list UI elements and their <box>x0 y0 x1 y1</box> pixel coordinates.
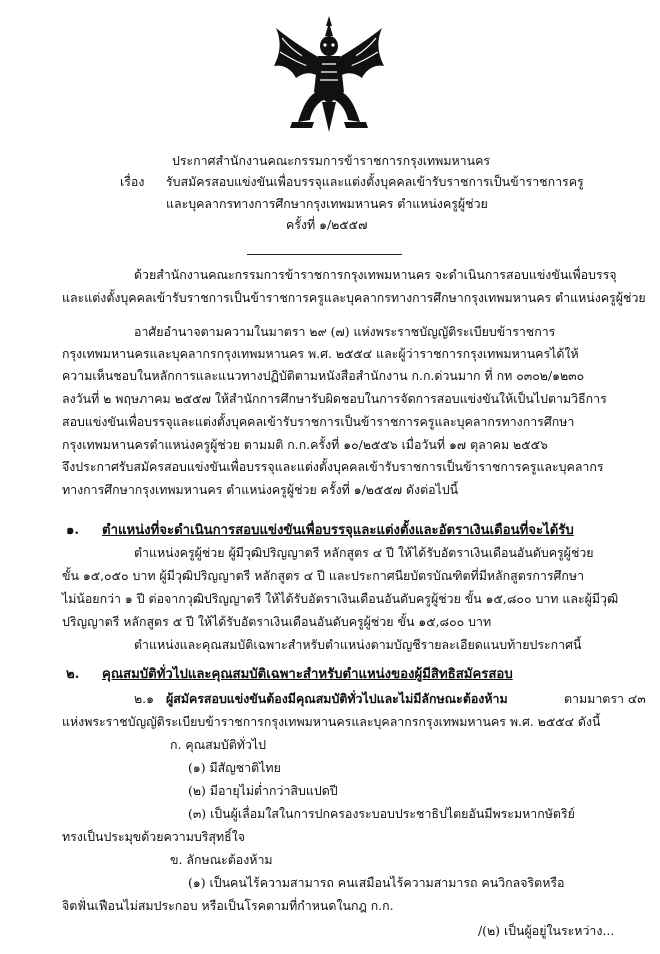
continuation-note: /(๒) เป็นผู้อยู่ในระหว่าง... <box>478 923 615 938</box>
qualification-item: (๓) เป็นผู้เลื่อมใสในการปกครองระบอบประชาธิปไตยอันมีพระมหากษัตริย์ <box>188 806 575 821</box>
subject-label: เรื่อง <box>120 174 145 189</box>
section-2-1-title: ผู้สมัครสอบแข่งขันต้องมีคุณสมบัติทั่วไปและไม่มีลักษณะต้องห้าม <box>166 691 508 706</box>
section-2-1-line-2: แห่งพระราชบัญญัติระเบียบข้าราชการกรุงเทพมหานครและบุคลากรกรุงเทพมหานคร พ.ศ. ๒๕๕๔ ดังนี้ <box>62 714 601 729</box>
authority-line: กรุงเทพมหานครและบุคลากรกรุงเทพมหานคร พ.ศ. ๒๕๕๔ และผู้ว่าราชการกรุงเทพมหานครได้ให้ <box>62 346 579 361</box>
section-2-1-number: ๒.๑ <box>134 691 154 706</box>
authority-line: ทางการศึกษากรุงเทพมหานคร ตำแหน่งครูผู้ช่วย ครั้งที่ ๑/๒๕๕๗ ดังต่อไปนี้ <box>62 482 459 497</box>
garuda-emblem <box>270 14 388 134</box>
authority-line: ความเห็นชอบในหลักการและแนวทางปฏิบัติตามหนังสือสำนักงาน ก.ก.ด่วนมาก ที่ กท ๐๓๐๒/๑๒๓๐ <box>62 368 585 383</box>
section-1-number: ๑. <box>66 523 79 538</box>
authority-line: อาศัยอำนาจตามความในมาตรา ๒๙ (๗) แห่งพระราชบัญญัติระเบียบข้าราชการ <box>134 324 556 339</box>
section-1-title: ตำแหน่งที่จะดำเนินการสอบแข่งขันเพื่อบรรจุและแต่งตั้งและอัตราเงินเดือนที่จะได้รับ <box>102 523 574 538</box>
subject-line-1: รับสมัครสอบแข่งขันเพื่อบรรจุและแต่งตั้งบุคคลเข้ารับราชการเป็นข้าราชการครู <box>166 174 584 189</box>
section-1-line: ตำแหน่งครูผู้ช่วย ผู้มีวุฒิปริญญาตรี หลักสูตร ๔ ปี ให้ได้รับอัตราเงินเดือนอันดับครูผู้ช่วย <box>134 545 594 560</box>
section-1-line: ขั้น ๑๕,๐๕๐ บาท ผู้มีวุฒิปริญญาตรี หลักสูตร ๔ ปี และประกาศนียบัตรบัณฑิตที่มีหลักสูตรการศึกษา <box>62 568 585 583</box>
announcement-title: ประกาศสำนักงานคณะกรรมการข้าราชการกรุงเทพมหานคร <box>172 153 491 168</box>
authority-line: สอบแข่งขันเพื่อบรรจุและแต่งตั้งบุคคลเข้ารับราชการเป็นข้าราชการครูและบุคลากรทางการศึกษา <box>62 414 575 429</box>
qualification-item-continued: ทรงเป็นประมุขด้วยความบริสุทธิ์ใจ <box>62 829 246 844</box>
round-number: ครั้งที่ ๑/๒๕๕๗ <box>286 217 368 232</box>
section-1-line: ไม่น้อยกว่า ๑ ปี ต่อจากวุฒิปริญญาตรี ให้ได้รับอัตราเงินเดือนอันดับครูผู้ช่วย ขั้น ๑๕,๘๐๐ บาท และผู้มีวุฒิ <box>62 591 619 606</box>
section-1-line: ตำแหน่งและคุณสมบัติเฉพาะสำหรับตำแหน่งตามบัญชีรายละเอียดแนบท้ายประกาศนี้ <box>134 637 582 652</box>
qualification-item: (๒) มีอายุไม่ต่ำกว่าสิบแปดปี <box>188 783 338 798</box>
prohibition-item-continued: จิตฟั่นเฟือนไม่สมประกอบ หรือเป็นโรคตามที่กำหนดในกฎ ก.ก. <box>62 898 394 913</box>
section-1-line: ปริญญาตรี หลักสูตร ๕ ปี ให้ได้รับอัตราเงินเดือนอันดับครูผู้ช่วย ขั้น ๑๕,๘๐๐ บาท <box>62 614 492 629</box>
prohibitions-label: ข. ลักษณะต้องห้าม <box>170 852 273 867</box>
qualifications-label: ก. คุณสมบัติทั่วไป <box>170 737 267 752</box>
intro-line: ด้วยสำนักงานคณะกรรมการข้าราชการกรุงเทพมหานคร จะดำเนินการสอบแข่งขันเพื่อบรรจุ <box>134 267 617 282</box>
intro-line: และแต่งตั้งบุคคลเข้ารับราชการเป็นข้าราชการครูและบุคลากรทางการศึกษากรุงเทพมหานคร ตำแหน่งครูผู้ช่วย <box>62 290 646 305</box>
authority-line: กรุงเทพมหานครตำแหน่งครูผู้ช่วย ตามมติ ก.ก.ครั้งที่ ๑๐/๒๕๕๖ เมื่อวันที่ ๑๗ ตุลาคม ๒๕๕๖ <box>62 437 548 452</box>
divider <box>247 254 402 255</box>
subject-line-2: และบุคลากรทางการศึกษากรุงเทพมหานคร ตำแหน่งครูผู้ช่วย <box>166 196 488 211</box>
authority-line: จึงประกาศรับสมัครสอบแข่งขันเพื่อบรรจุและแต่งตั้งบุคคลเข้ารับราชการเป็นข้าราชการครูและบุคลากร <box>62 459 604 474</box>
prohibition-item: (๑) เป็นคนไร้ความสามารถ คนเสมือนไร้ความสามารถ คนวิกลจริตหรือ <box>188 875 565 890</box>
qualification-item: (๑) มีสัญชาติไทย <box>188 760 281 775</box>
section-2-title: คุณสมบัติทั่วไปและคุณสมบัติเฉพาะสำหรับตำแหน่งของผู้มีสิทธิสมัครสอบ <box>102 667 513 682</box>
section-2-number: ๒. <box>66 667 80 682</box>
authority-line: ลงวันที่ ๒ พฤษภาคม ๒๕๕๗ ให้สำนักการศึกษารับผิดชอบในการจัดการสอบแข่งขันให้เป็นไปตามวิธีการ <box>62 391 607 406</box>
section-2-1-rest: ตามมาตรา ๔๓ <box>564 691 646 706</box>
